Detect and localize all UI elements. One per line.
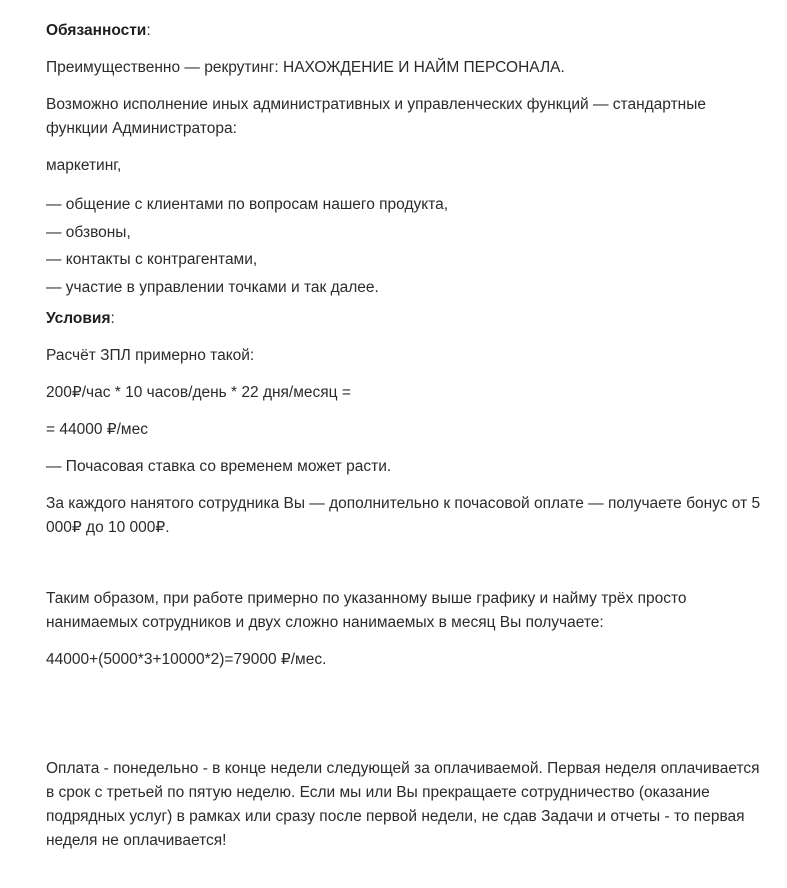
- duties-other: Возможно исполнение иных административных и управленческих функций — стандартные функции Администратора:: [46, 96, 706, 137]
- salary-intro: Расчёт ЗПЛ примерно такой:: [46, 347, 255, 364]
- salary-formula: 200₽/час * 10 часов/день * 22 дня/месяц =: [46, 384, 351, 401]
- spacer: [46, 553, 766, 587]
- list-item: — обзвоны,: [46, 223, 131, 241]
- conditions-heading-label: Условия: [46, 310, 111, 327]
- example-formula: 44000+(5000*3+10000*2)=79000 ₽/мес.: [46, 651, 327, 668]
- duties-marketing: маркетинг,: [46, 157, 122, 174]
- duties-list: [46, 191, 766, 301]
- salary-result: = 44000 ₽/мес: [46, 421, 148, 438]
- list-item: — общение с клиентами по вопросам нашего продукта,: [46, 196, 449, 213]
- rate-note: — Почасовая ставка со временем может расти.: [46, 458, 392, 475]
- duties-heading-colon: :: [146, 22, 151, 39]
- spacer: [46, 685, 766, 757]
- conditions-heading-colon: :: [110, 310, 115, 327]
- conditions-heading: [46, 307, 766, 331]
- example-text: Таким образом, при работе примерно по указанному выше графику и найму трёх просто нанимаемых сотрудников и двух сложно нанимаемых в месяц Вы получаете:: [46, 590, 687, 631]
- document-body: [46, 19, 766, 866]
- payment-text: Оплата - понедельно - в конце недели следующей за оплачиваемой. Первая неделя оплачивается в срок с третьей по пятую неделю. Если мы или Вы прекращаете сотрудничество (оказание подрядных услуг) в рамках или сразу после первой недели, не сдав Задачи и отчеты - то первая неделя не оплачивается!: [46, 760, 760, 849]
- duties-heading-label: Обязанности: [46, 22, 147, 39]
- list-item: — участие в управлении точками и так далее.: [46, 278, 379, 296]
- duties-primary: Преимущественно — рекрутинг: НАХОЖДЕНИЕ И НАЙМ ПЕРСОНАЛА.: [46, 59, 565, 76]
- bonus-text: За каждого нанятого сотрудника Вы — дополнительно к почасовой оплате — получаете бонус от 5 000₽ до 10 000₽.: [46, 495, 761, 536]
- list-item: — контакты с контрагентами,: [46, 251, 258, 268]
- duties-heading: [46, 19, 766, 43]
